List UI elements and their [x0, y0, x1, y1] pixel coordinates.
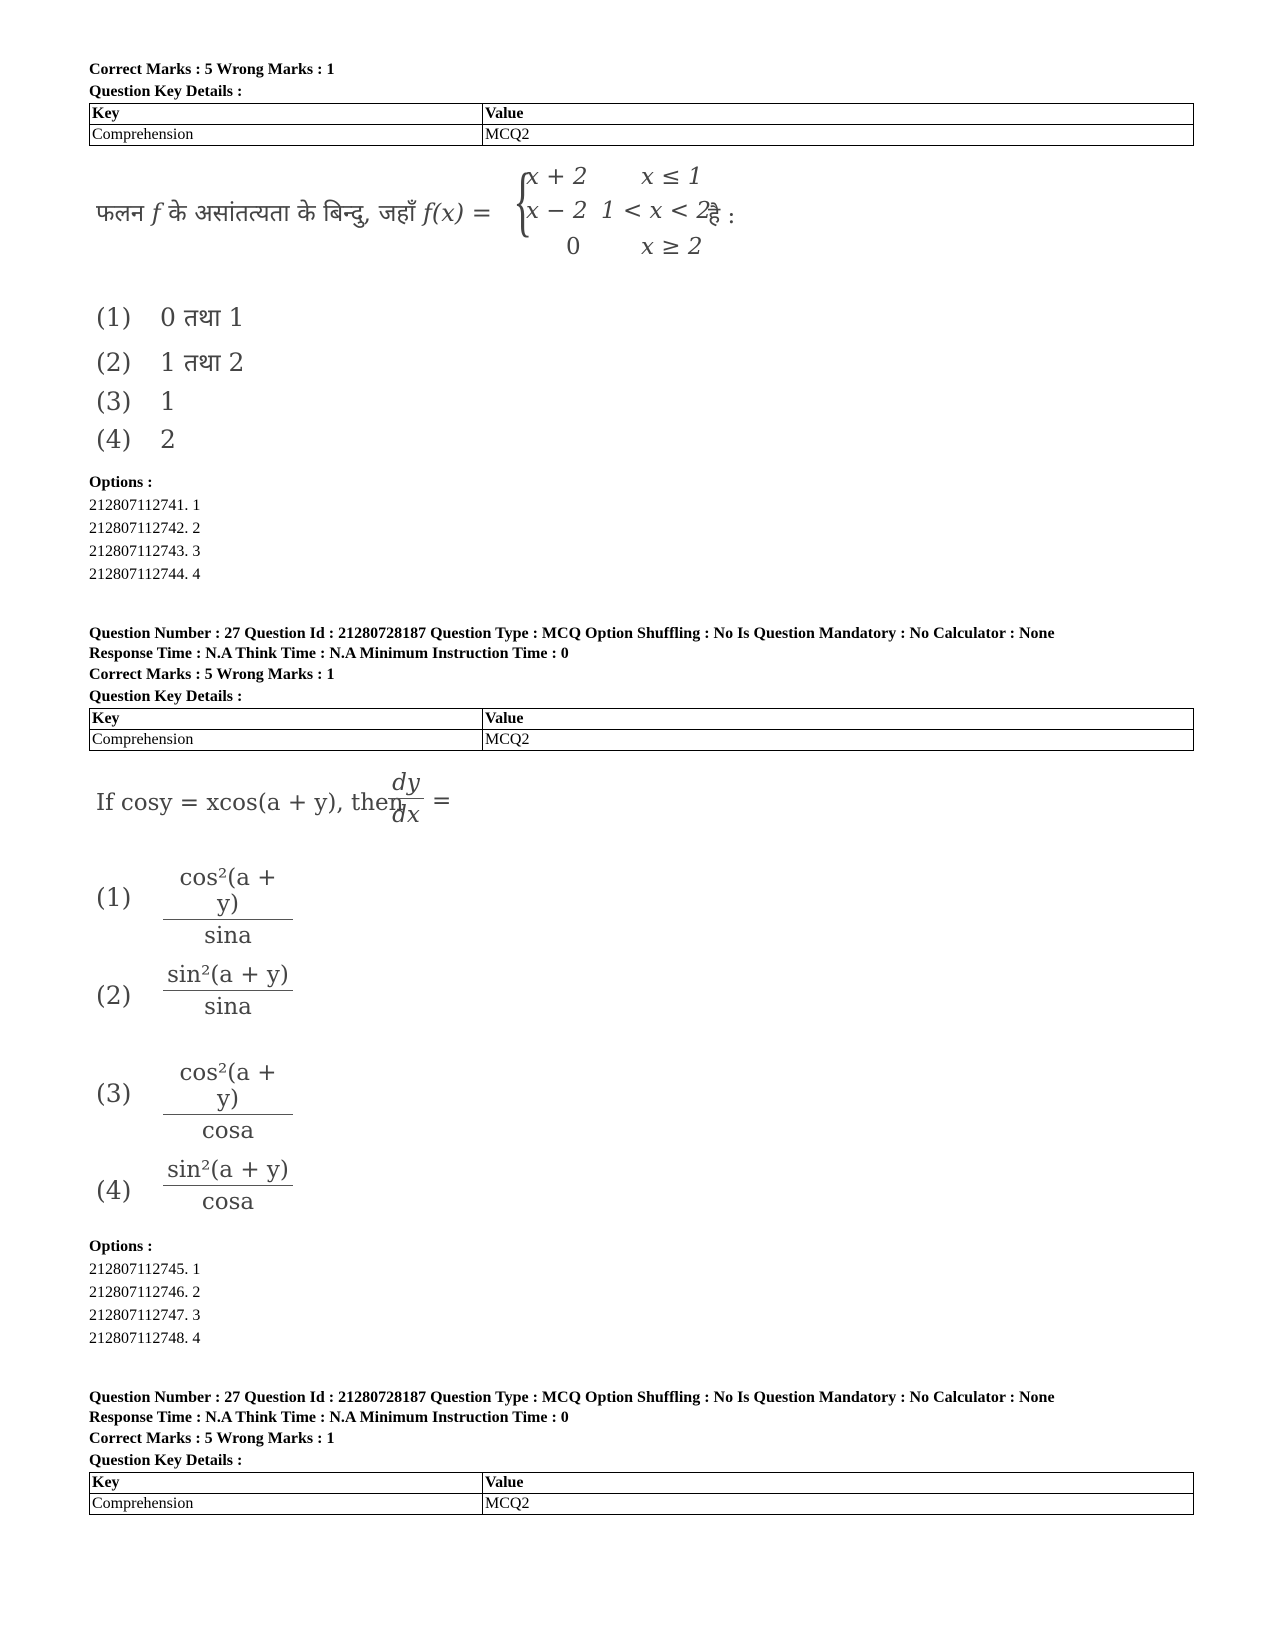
option-text: 0 तथा 1 [160, 303, 245, 332]
fraction-numerator: dy [388, 770, 424, 799]
option-id: 212807112741. 1 [89, 497, 201, 514]
option-id: 212807112742. 2 [89, 520, 201, 537]
fraction-numerator: sin²(a + y) [163, 1157, 293, 1186]
options-list [89, 472, 1194, 586]
table-header-row [90, 709, 1194, 730]
header-key: Key [90, 709, 483, 730]
option-fraction [163, 1157, 293, 1215]
marks-line: Correct Marks : 5 Wrong Marks : 1 [89, 61, 335, 78]
option-number: (1) [96, 303, 132, 332]
answer-option [96, 387, 176, 416]
brace-icon: { [513, 157, 533, 244]
row-value: MCQ2 [483, 125, 1194, 146]
header-key: Key [90, 1473, 483, 1494]
table-row [90, 730, 1194, 751]
fraction-numerator: cos²(a + y) [163, 1060, 293, 1115]
question-meta-block [89, 59, 1194, 146]
question-meta-block [89, 624, 1194, 751]
option-number: (4) [96, 1176, 132, 1205]
question-stem [96, 157, 796, 274]
option-number: (1) [96, 883, 132, 912]
stem-text: फलन [96, 199, 145, 227]
option-id: 212807112746. 2 [89, 1284, 201, 1301]
stem-fx: f(x) = [423, 199, 492, 227]
row-value: MCQ2 [483, 1494, 1194, 1515]
row-key: Comprehension [90, 1494, 483, 1515]
option-number: (2) [96, 981, 132, 1010]
question-header-timing: Response Time : N.A Think Time : N.A Minimum Instruction Time : 0 [89, 645, 569, 662]
options-label: Options : [89, 1238, 153, 1255]
derivative-fraction [388, 770, 424, 828]
answer-option [96, 300, 244, 334]
piece-cond: x ≥ 2 [641, 234, 703, 260]
key-value-table [89, 103, 1194, 146]
option-id: 212807112743. 3 [89, 543, 201, 560]
header-value: Value [483, 709, 1194, 730]
row-key: Comprehension [90, 730, 483, 751]
option-fraction [163, 865, 293, 949]
row-key: Comprehension [90, 125, 483, 146]
piece-expr: x − 2 [526, 198, 588, 224]
options-list [89, 1236, 1194, 1350]
piece-cond: 1 < x < 2 [601, 198, 712, 224]
stem-end: है : [708, 203, 736, 229]
marks-line: Correct Marks : 5 Wrong Marks : 1 [89, 666, 335, 683]
key-value-table [89, 708, 1194, 751]
stem-f: f [151, 199, 161, 227]
piece-cond: x ≤ 1 [641, 164, 703, 190]
question-header-timing: Response Time : N.A Think Time : N.A Minimum Instruction Time : 0 [89, 1409, 569, 1426]
option-number: (3) [96, 1079, 132, 1108]
table-header-row [90, 104, 1194, 125]
fraction-denominator: cosa [201, 1118, 255, 1144]
option-id: 212807112748. 4 [89, 1330, 201, 1347]
piece-expr: 0 [566, 234, 581, 260]
option-id: 212807112747. 3 [89, 1307, 201, 1324]
fraction-denominator: sina [204, 923, 252, 949]
marks-line: Correct Marks : 5 Wrong Marks : 1 [89, 1430, 335, 1447]
table-row [90, 125, 1194, 146]
option-number: (4) [96, 425, 132, 454]
key-value-table [89, 1472, 1194, 1515]
option-fraction [163, 1060, 293, 1144]
table-header-row [90, 1473, 1194, 1494]
option-text: 1 [160, 387, 176, 416]
option-number: (3) [96, 387, 132, 416]
options-label: Options : [89, 474, 153, 491]
fraction-numerator: sin²(a + y) [163, 962, 293, 991]
equals-sign: = [432, 788, 452, 814]
option-fraction [163, 962, 293, 1020]
piece-expr: x + 2 [526, 164, 588, 190]
key-details-label: Question Key Details : [89, 688, 243, 705]
option-id: 212807112745. 1 [89, 1261, 201, 1278]
question-meta-block [89, 1388, 1194, 1515]
question-header: Question Number : 27 Question Id : 21280728187 Question Type : MCQ Option Shuffling : No Is Question Mandatory : No Calculator : None [89, 1389, 1055, 1406]
key-details-label: Question Key Details : [89, 83, 243, 100]
option-id: 212807112744. 4 [89, 566, 201, 583]
header-value: Value [483, 1473, 1194, 1494]
option-text: 2 [160, 425, 176, 454]
answer-option [96, 425, 176, 454]
fraction-denominator: dx [392, 802, 420, 828]
question-stem: If cosy = xcos(a + y), then [96, 790, 404, 816]
option-text: 1 तथा 2 [160, 348, 245, 377]
fraction-denominator: cosa [201, 1189, 255, 1215]
table-row [90, 1494, 1194, 1515]
key-details-label: Question Key Details : [89, 1452, 243, 1469]
answer-option [96, 345, 244, 379]
header-key: Key [90, 104, 483, 125]
fraction-denominator: sina [204, 994, 252, 1020]
question-header: Question Number : 27 Question Id : 21280728187 Question Type : MCQ Option Shuffling : No Is Question Mandatory : No Calculator : None [89, 625, 1055, 642]
fraction-numerator: cos²(a + y) [163, 865, 293, 920]
stem-text-mid: के असांतत्यता के बिन्दु, जहाँ [168, 199, 416, 227]
header-value: Value [483, 104, 1194, 125]
option-number: (2) [96, 348, 132, 377]
row-value: MCQ2 [483, 730, 1194, 751]
